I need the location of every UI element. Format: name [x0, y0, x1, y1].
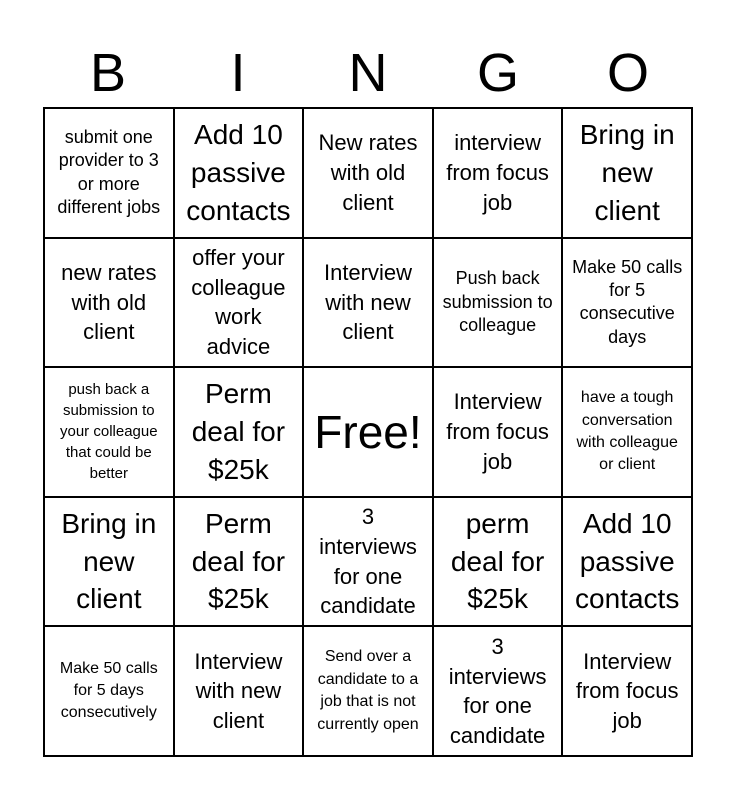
bingo-cell-text: Add 10 passive contacts: [186, 119, 291, 226]
bingo-cell-text: 3 interviews for one candidate: [319, 504, 417, 619]
bingo-cell[interactable]: [563, 239, 693, 369]
bingo-cell-text: perm deal for $25k: [450, 507, 545, 615]
bingo-cell[interactable]: [563, 627, 693, 757]
bingo-cell[interactable]: [304, 627, 434, 757]
bingo-cell[interactable]: [563, 498, 693, 628]
bingo-cell-text: push back a submission to your colleague that could be better: [60, 381, 158, 483]
bingo-cell-text: new rates with old client: [61, 259, 157, 345]
bingo-cell-text: Add 10 passive contacts: [575, 507, 680, 615]
bingo-cell-text: Interview with new client: [194, 648, 283, 734]
bingo-cell-text: interview from focus job: [446, 130, 549, 215]
bingo-cell[interactable]: [45, 239, 175, 369]
bingo-cell-text: Make 50 calls for 5 days consecutively: [59, 659, 158, 722]
bingo-cell-text: Free!: [314, 405, 422, 458]
bingo-cell-text: Make 50 calls for 5 consecutive days: [572, 256, 683, 347]
bingo-cell-text: Push back submission to colleague: [442, 268, 553, 336]
free-space-cell[interactable]: [304, 368, 434, 498]
bingo-cell[interactable]: [563, 368, 693, 498]
bingo-cell[interactable]: [434, 239, 564, 369]
bingo-header: [43, 40, 693, 106]
header-letter-g: G: [476, 43, 519, 103]
bingo-cell[interactable]: [434, 498, 564, 628]
bingo-cell[interactable]: [304, 498, 434, 628]
bingo-cell[interactable]: [175, 368, 305, 498]
bingo-cell[interactable]: [563, 109, 693, 239]
bingo-cell[interactable]: [175, 627, 305, 757]
bingo-cell-text: Bring in new client: [61, 507, 157, 615]
bingo-cell[interactable]: [175, 109, 305, 239]
bingo-card-grid: [43, 107, 693, 757]
bingo-cell[interactable]: [175, 498, 305, 628]
bingo-cell-text: have a tough conversation with colleague or client: [576, 389, 678, 474]
bingo-cell-text: New rates with old client: [318, 130, 418, 215]
bingo-cell-text: 3 interviews for one candidate: [448, 633, 547, 748]
header-letter-o: O: [606, 43, 649, 103]
header-letter-i: I: [230, 43, 246, 103]
bingo-cell[interactable]: [304, 239, 434, 369]
bingo-cell-text: Interview from focus job: [575, 648, 679, 734]
bingo-cell[interactable]: [434, 368, 564, 498]
bingo-cell-text: Send over a candidate to a job that is not currently open: [317, 648, 419, 733]
header-letter-n: N: [348, 43, 388, 103]
bingo-cell-text: Perm deal for $25k: [191, 507, 286, 615]
bingo-cell-text: Interview with new client: [323, 259, 413, 345]
bingo-cell[interactable]: [304, 109, 434, 239]
bingo-cell-text: offer your colleague work advice: [191, 245, 286, 360]
header-letter-b: B: [89, 43, 127, 103]
bingo-cell[interactable]: [175, 239, 305, 369]
bingo-cell[interactable]: [434, 109, 564, 239]
bingo-cell[interactable]: [45, 109, 175, 239]
bingo-cell[interactable]: [45, 498, 175, 628]
bingo-cell-text: Interview from focus job: [446, 389, 549, 474]
bingo-cell[interactable]: [434, 627, 564, 757]
bingo-cell-text: submit one provider to 3 or more different jobs: [57, 127, 161, 218]
bingo-cell[interactable]: [45, 627, 175, 757]
bingo-cell-text: Perm deal for $25k: [191, 378, 286, 485]
bingo-cell[interactable]: [45, 368, 175, 498]
bingo-cell-text: Bring in new client: [579, 119, 675, 226]
